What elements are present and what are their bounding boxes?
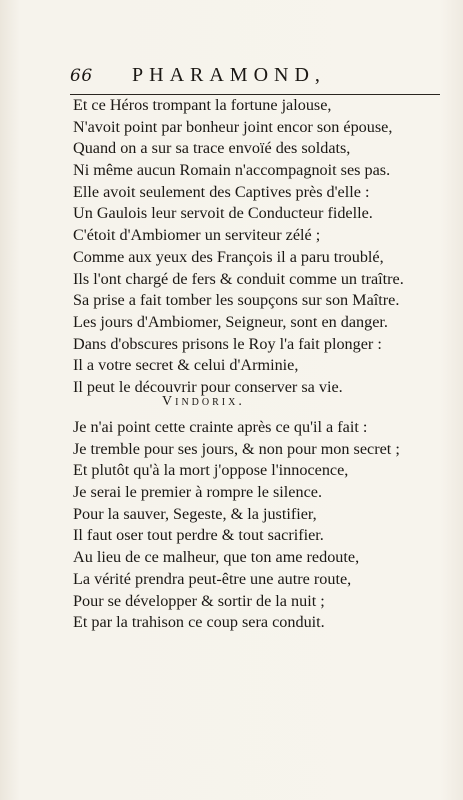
running-head: PHARAMOND, — [132, 64, 326, 86]
verse-line: Au lieu de ce malheur, que ton ame redoute, — [73, 548, 360, 567]
verse-line: Comme aux yeux des François il a paru troublé, — [73, 247, 384, 266]
verse-passage-2 — [73, 417, 453, 634]
verse-line: Il faut oser tout perdre & tout sacrifier. — [73, 526, 324, 545]
verse-line: Il peut le découvrir pour conserver sa vie. — [73, 377, 343, 396]
verse-line: Et par la trahison ce coup sera conduit. — [73, 613, 325, 632]
verse-line: C'étoit d'Ambiomer un serviteur zélé ; — [73, 226, 321, 245]
verse-line: Ils l'ont chargé de fers & conduit comme un traître. — [73, 269, 404, 288]
page-header — [70, 64, 444, 92]
page-number: 66 — [70, 66, 93, 86]
verse-line: Il a votre secret & celui d'Arminie, — [73, 356, 299, 375]
verse-line: Je n'ai point cette crainte après ce qu'il a fait : — [73, 418, 368, 436]
verse-line: Ni même aucun Romain n'accompagnoit ses pas. — [73, 161, 391, 180]
verse-line: Quand on a sur sa trace envoïé des soldats, — [73, 139, 351, 158]
verse-line: Un Gaulois leur servoit de Conducteur fidelle. — [73, 204, 373, 223]
verse-line: Je serai le premier à rompre le silence. — [73, 483, 322, 502]
verse-line: La vérité prendra peut-être une autre route, — [73, 569, 352, 588]
verse-line: Dans d'obscures prisons le Roy l'a fait plonger : — [73, 334, 382, 353]
speaker-name: Vindorix. — [162, 394, 245, 409]
verse-line: Et ce Héros trompant la fortune jalouse, — [73, 96, 332, 114]
verse-line: N'avoit point par bonheur joint encor son épouse, — [73, 117, 393, 136]
verse-line: Elle avoit seulement des Captives près d'elle : — [73, 182, 370, 201]
verse-passage-1 — [73, 95, 453, 399]
verse-line: Pour la sauver, Segeste, & la justifier, — [73, 504, 317, 523]
verse-line: Et plutôt qu'à la mort j'oppose l'innocence, — [73, 461, 349, 480]
verse-line: Pour se développer & sortir de la nuit ; — [73, 591, 325, 610]
verse-line: Les jours d'Ambiomer, Seigneur, sont en danger. — [73, 312, 388, 331]
verse-line: Sa prise a fait tomber les soupçons sur son Maître. — [73, 291, 400, 310]
verse-line: Je tremble pour ses jours, & non pour mon secret ; — [73, 439, 400, 458]
